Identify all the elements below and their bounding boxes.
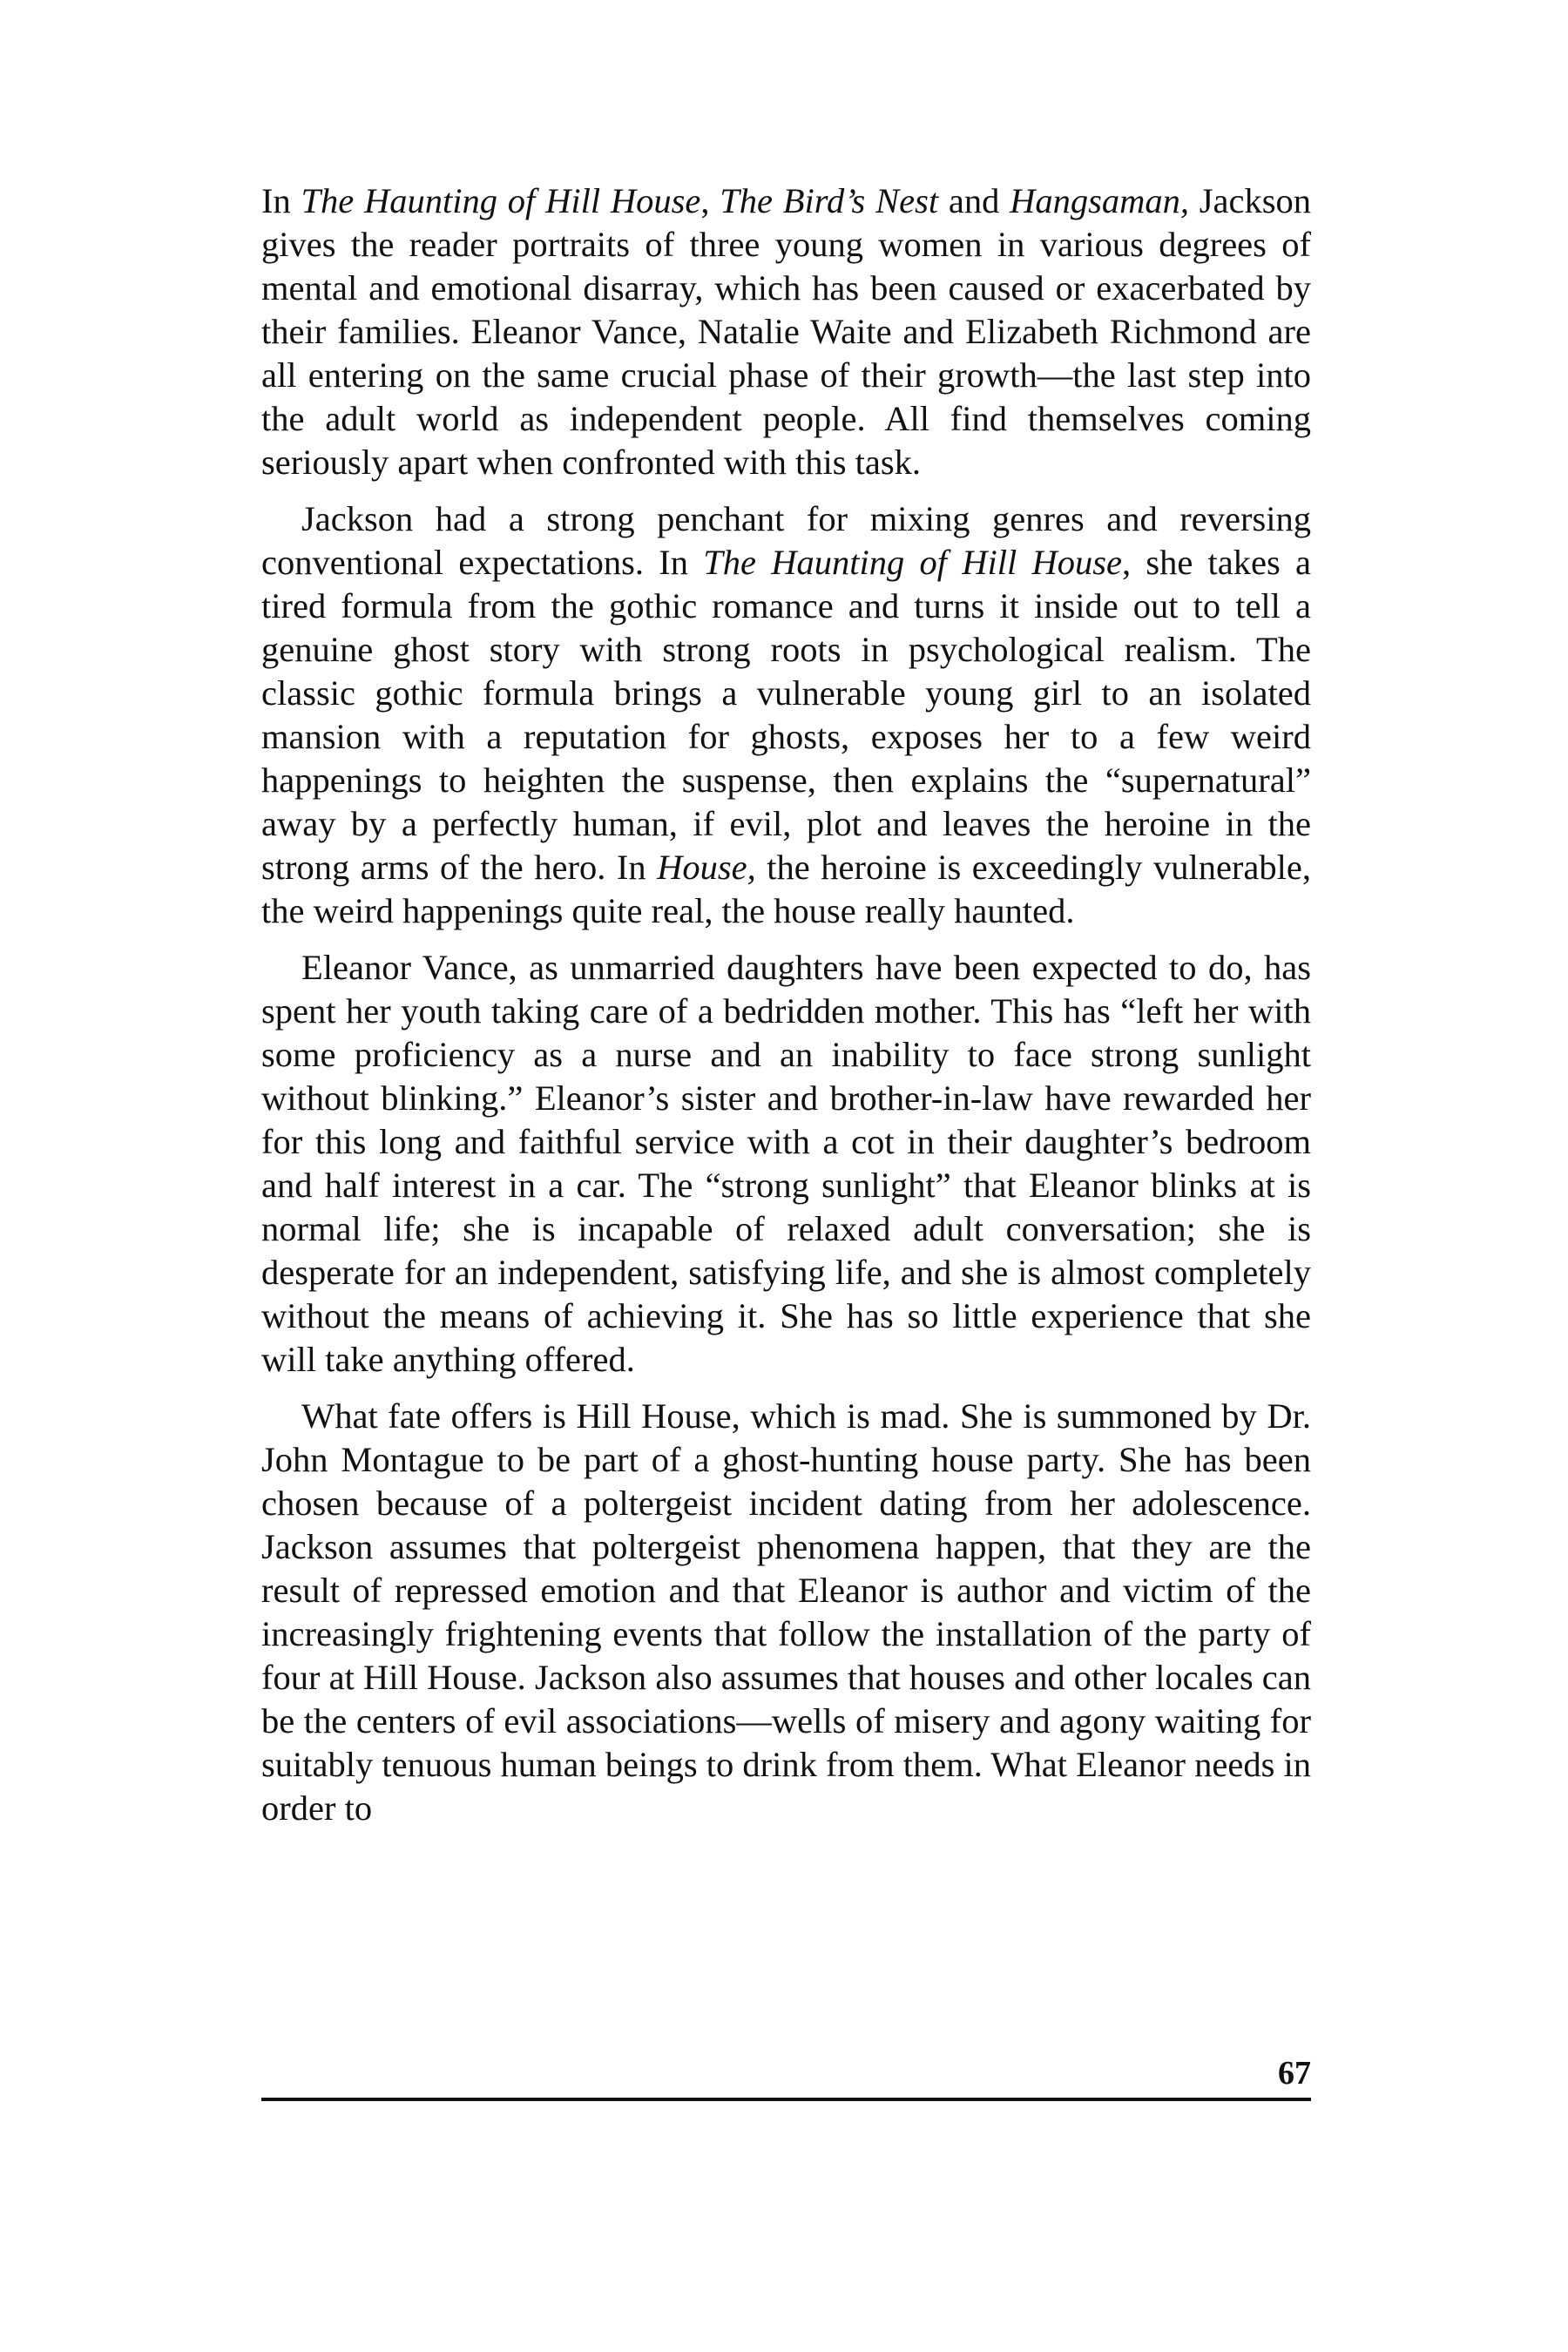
- paragraph: [261, 1395, 1311, 1830]
- italic-title: The Haunting of Hill House: [703, 543, 1122, 582]
- italic-title: House,: [657, 848, 756, 887]
- italic-title: The Haunting of Hill House: [301, 181, 701, 220]
- text-run: Jackson had a strong penchant for mixing genres and reversing conventional expectations. In: [261, 499, 1311, 582]
- paragraph: [261, 497, 1311, 933]
- text-run: , she takes a tired formula from the gothic romance and turns it inside out to tell a genuine ghost story with strong roots in psychological realism. The classic gothic formula brings a vulnerable young girl to an isolated mansion with a reputation for ghosts, exposes her to a few weird happenings to heighten the suspense, then explains the “supernatural” away by a perfectly human, if evil, plot and leaves the heroine in the strong arms of the hero. In: [261, 543, 1311, 887]
- paragraph: [261, 946, 1311, 1382]
- footer-rule: [261, 2098, 1311, 2101]
- paragraph: [261, 179, 1311, 484]
- page-number: 67: [1278, 2055, 1311, 2092]
- text-run: Eleanor Vance, as unmarried daughters have been expected to do, has spent her youth taking care of a bedridden mother. This has “left her with some proficiency as a nurse and an inability to face strong sunlight without blinking.” Eleanor’s sister and brother-in-law have rewarded her for this long and faithful service with a cot in their daughter’s bedroom and half interest in a car. The “strong sunlight” that Eleanor blinks at is normal life; she is incapable of relaxed adult conversation; she is desperate for an independent, satisfying life, and she is almost completely without the means of achieving it. She has so little experience that she will take anything offered.: [261, 948, 1311, 1379]
- text-run: Jackson gives the reader portraits of three young women in various degrees of mental and emotional disarray, which has been caused or exacerbated by their families. Eleanor Vance, Natalie Waite and Elizabeth Richmond are all entering on the same crucial phase of their growth—the last step into the adult world as independent people. All find themselves coming seriously apart when confronted with this task.: [261, 181, 1312, 482]
- text-run: ,: [700, 181, 720, 220]
- text-run: What fate offers is Hill House, which is mad. She is summoned by Dr. John Montague to be part of a ghost-hunting house party. She has been chosen because of a poltergeist incident dating from her adolescence. Jackson assumes that poltergeist phenomena happen, that they are the result of repressed emotion and that Eleanor is author and victim of the increasingly frightening events that follow the installation of the party of four at Hill House. Jackson also assumes that houses and other locales can be the centers of evil associations—wells of misery and agony waiting for suitably tenuous human beings to drink from them. What Eleanor needs in order to: [261, 1396, 1312, 1828]
- italic-title: The Bird’s Nest: [720, 181, 939, 220]
- text-run: the heroine is exceedingly vulnerable, the weird happenings quite real, the house really haunted.: [261, 848, 1311, 930]
- body-text: [261, 179, 1311, 1843]
- text-run: In: [261, 181, 301, 220]
- italic-title: Hangsaman,: [1010, 181, 1190, 220]
- text-run: and: [938, 181, 1010, 220]
